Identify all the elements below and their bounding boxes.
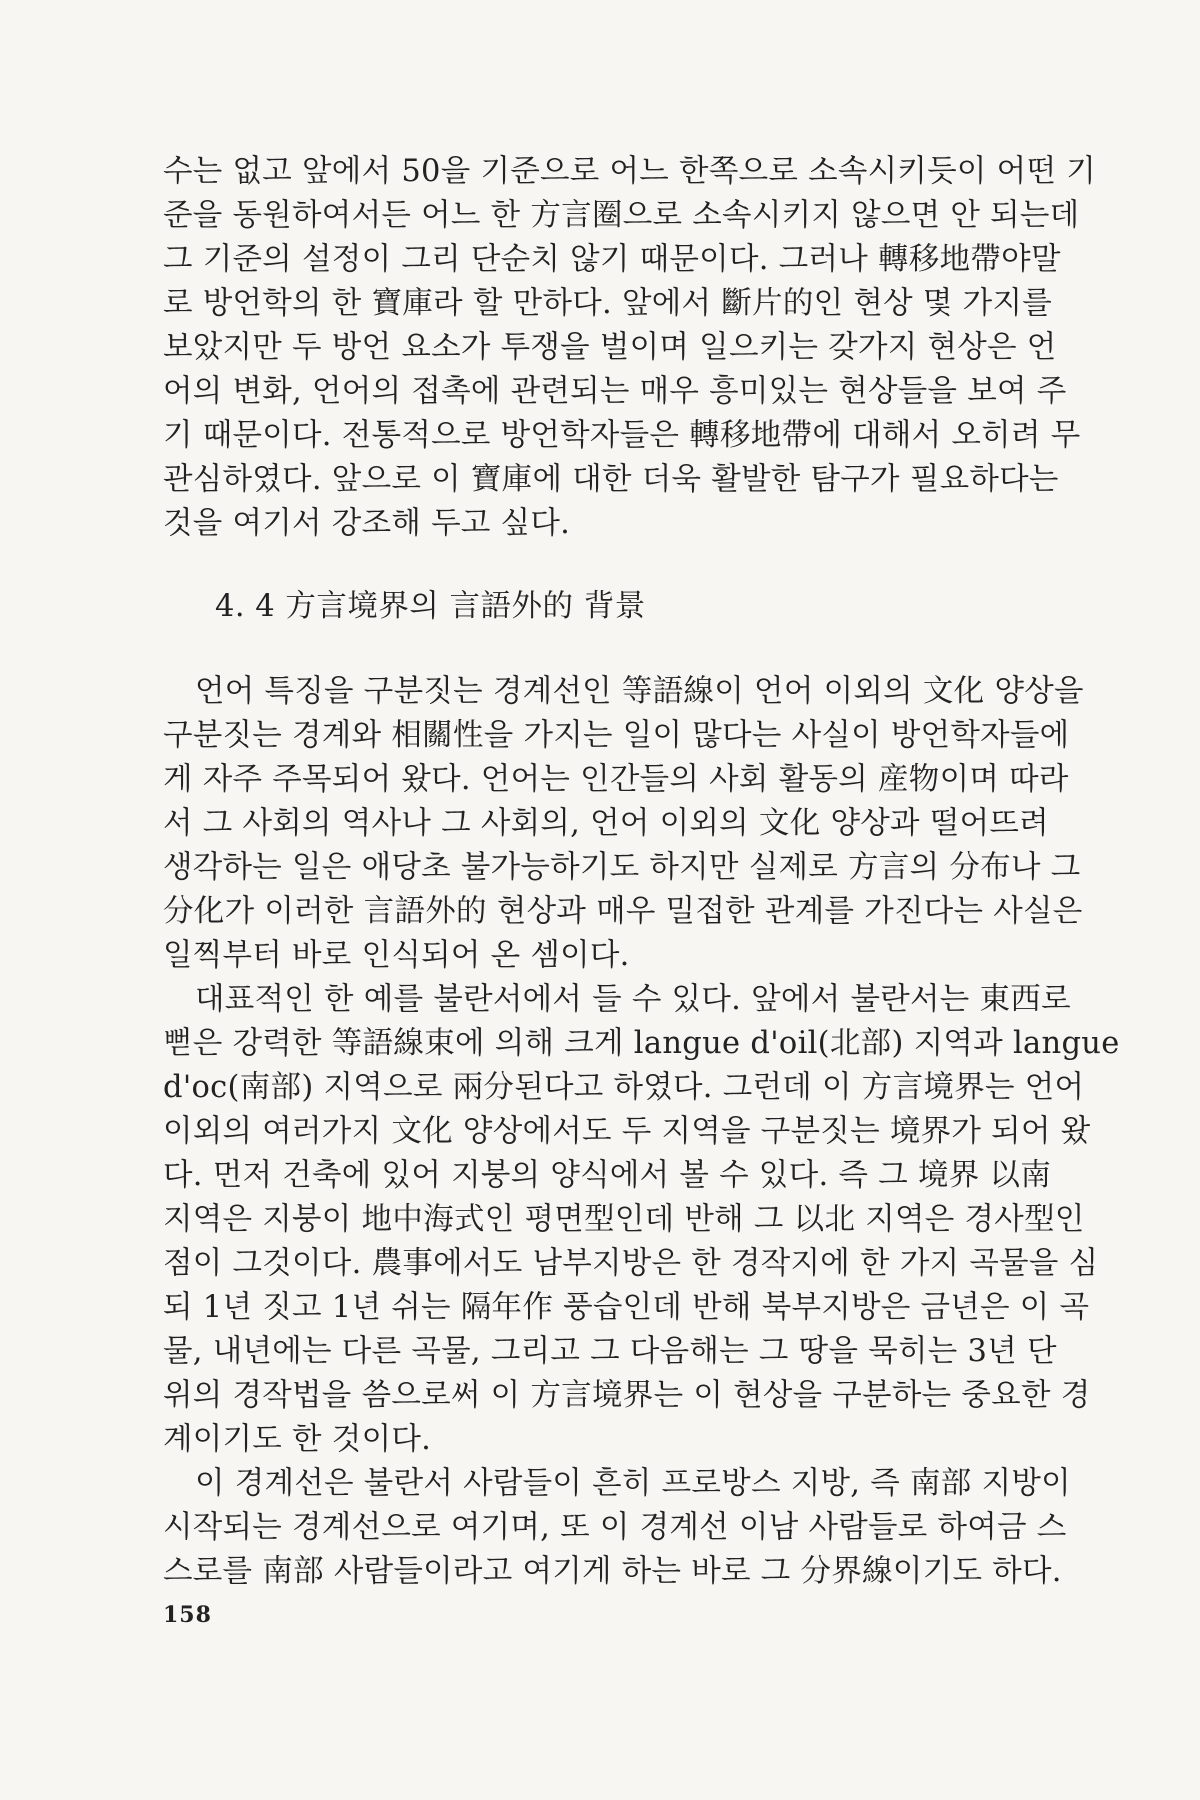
- text-line: 다. 먼저 건축에 있어 지붕의 양식에서 볼 수 있다. 즉 그 境界 以南: [163, 1158, 1052, 1193]
- text-line: d'oc(南部) 지역으로 兩分된다고 하였다. 그런데 이 方言境界는 언어: [163, 1070, 1085, 1105]
- text-line: 되 1년 짓고 1년 쉬는 隔年作 풍습인데 반해 북부지방은 금년은 이 곡: [163, 1290, 1090, 1325]
- text-line: 스로를 南部 사람들이라고 여기게 하는 바로 그 分界線이기도 하다.: [163, 1554, 1062, 1589]
- text-line: 로 방언학의 한 寶庫라 할 만하다. 앞에서 斷片的인 현상 몇 가지를: [163, 286, 1052, 321]
- text-line: 생각하는 일은 애당초 불가능하기도 하지만 실제로 方言의 分布나 그: [163, 850, 1081, 885]
- text-line: 위의 경작법을 씀으로써 이 方言境界는 이 현상을 구분하는 중요한 경: [163, 1378, 1091, 1413]
- text-line: 뻗은 강력한 等語線束에 의해 크게 langue d'oil(北部) 지역과 langue: [163, 1026, 1120, 1061]
- text-line: 이외의 여러가지 文化 양상에서도 두 지역을 구분짓는 境界가 되어 왔: [163, 1114, 1091, 1149]
- text-line: 언어 특징을 구분짓는 경계선인 等語線이 언어 이외의 文化 양상을: [195, 674, 1084, 709]
- text-line: 그 기준의 설정이 그리 단순치 않기 때문이다. 그러나 轉移地帶야말: [163, 242, 1061, 277]
- text-line: 이 경계선은 불란서 사람들이 흔히 프로방스 지방, 즉 南部 지방이: [195, 1466, 1071, 1501]
- section-heading: 4. 4 方言境界의 言語外的 背景: [215, 589, 646, 624]
- text-line: 기 때문이다. 전통적으로 방언학자들은 轉移地帶에 대해서 오히려 무: [163, 418, 1081, 453]
- text-line: 수는 없고 앞에서 50을 기준으로 어느 한쪽으로 소속시키듯이 어떤 기: [163, 154, 1096, 189]
- text-line: 것을 여기서 강조해 두고 싶다.: [163, 506, 571, 541]
- text-line: 계이기도 한 것이다.: [163, 1422, 432, 1457]
- text-line: 구분짓는 경계와 相關性을 가지는 일이 많다는 사실이 방언학자들에: [163, 718, 1070, 753]
- text-line: 대표적인 한 예를 불란서에서 들 수 있다. 앞에서 불란서는 東西로: [195, 982, 1071, 1017]
- text-line: 보았지만 두 방언 요소가 투쟁을 벌이며 일으키는 갖가지 현상은 언: [163, 330, 1057, 365]
- text-line: 지역은 지붕이 地中海式인 평면型인데 반해 그 以北 지역은 경사型인: [163, 1202, 1085, 1237]
- text-line: 어의 변화, 언어의 접촉에 관련되는 매우 흥미있는 현상들을 보여 주: [163, 374, 1067, 409]
- text-line: 준을 동원하여서든 어느 한 方言圈으로 소속시키지 않으면 안 되는데: [163, 198, 1080, 233]
- page-number: 158: [163, 1602, 212, 1628]
- text-line: 시작되는 경계선으로 여기며, 또 이 경계선 이남 사람들로 하여금 스: [163, 1510, 1067, 1545]
- text-line: 점이 그것이다. 農事에서도 남부지방은 한 경작지에 한 가지 곡물을 심: [163, 1246, 1099, 1281]
- text-line: 관심하였다. 앞으로 이 寶庫에 대한 더욱 활발한 탐구가 필요하다는: [163, 462, 1059, 497]
- text-line: 일찍부터 바로 인식되어 온 셈이다.: [163, 938, 630, 973]
- text-line: 물, 내년에는 다른 곡물, 그리고 그 다음해는 그 땅을 묵히는 3년 단: [163, 1334, 1057, 1369]
- text-line: 게 자주 주목되어 왔다. 언어는 인간들의 사회 활동의 産物이며 따라: [163, 762, 1069, 797]
- text-line: 分化가 이러한 言語外的 현상과 매우 밀접한 관계를 가진다는 사실은: [163, 894, 1083, 929]
- text-line: 서 그 사회의 역사나 그 사회의, 언어 이외의 文化 양상과 떨어뜨려: [163, 806, 1049, 841]
